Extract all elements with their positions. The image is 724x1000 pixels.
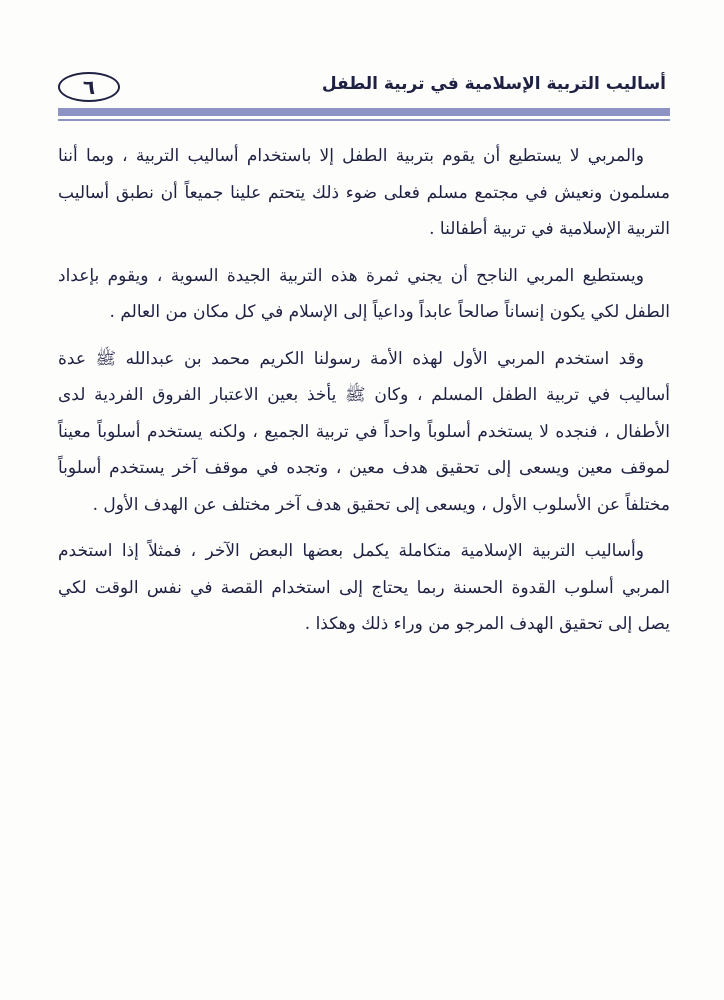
- header-divider-thick-line: [58, 108, 670, 116]
- running-title: أساليب التربية الإسلامية في تربية الطفل: [321, 74, 666, 94]
- page-number-oval: [58, 72, 120, 102]
- paragraph-4: وأساليب التربية الإسلامية متكاملة يكمل بعضها البعض الآخر ، فمثلاً إذا استخدم المربي أسلوب القدوة الحسنة ربما يحتاج إلى استخدام القصة في نفس الوقت لكي يصل إلى تحقيق الهدف المرجو من وراء ذلك وهكذا .: [58, 541, 670, 634]
- paragraph-3: وقد استخدم المربي الأول لهذه الأمة رسولنا الكريم محمد بن عبدالله ﷺ عدة أساليب في تربية الطفل المسلم ، وكان ﷺ يأخذ بعين الاعتبار الفروق الفردية لدى الأطفال ، فنجده لا يستخدم أسلوباً واحداً في تربية الجميع ، ولكنه يستخدم أسلوباً معيناً لموقف معين ويسعى إلى تحقيق هدف معين ، وتجده في موقف آخر يستخدم أسلوباً مختلفاً عن الأسلوب الأول ، ويسعى إلى تحقيق هدف آخر مختلف عن الهدف الأول .: [58, 348, 670, 515]
- page-number: ٦: [82, 75, 96, 99]
- paragraph-2: ويستطيع المربي الناجح أن يجني ثمرة هذه التربية الجيدة السوية ، ويقوم بإعداد الطفل لكي يكون إنساناً صالحاً عابداً وداعياً إلى الإسلام في كل مكان من العالم .: [58, 265, 670, 322]
- body-text: [58, 138, 670, 643]
- paragraph-1: والمربي لا يستطيع أن يقوم بتربية الطفل إلا باستخدام أساليب التربية ، وبما أننا مسلمون ونعيش في مجتمع مسلم فعلى ضوء ذلك يتحتم علينا جميعاً أن نطبق أساليب التربية الإسلامية في تربية أطفالنا .: [58, 146, 670, 239]
- header-divider-thin-line: [58, 119, 670, 121]
- header-divider: [58, 108, 670, 122]
- page-header: [58, 72, 670, 112]
